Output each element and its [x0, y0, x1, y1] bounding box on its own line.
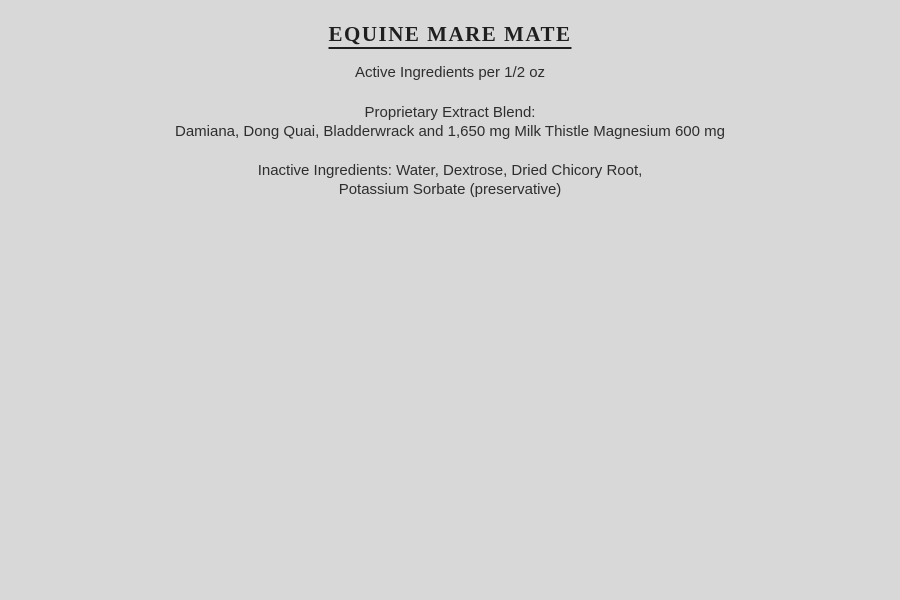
blend-ingredients-line: Damiana, Dong Quai, Bladderwrack and 1,650 mg Milk Thistle Magnesium 600 mg — [175, 123, 725, 141]
inactive-ingredients-line-2: Potassium Sorbate (preservative) — [338, 181, 562, 199]
inactive-ingredients-line-1: Inactive Ingredients: Water, Dextrose, Dried Chicory Root, — [257, 161, 643, 179]
product-title: EQUINE MARE MATE — [328, 22, 572, 46]
proprietary-blend-block — [0, 103, 900, 142]
inactive-ingredients-block — [0, 161, 900, 200]
blend-heading: Proprietary Extract Blend: — [364, 103, 536, 121]
serving-size-line: Active Ingredients per 1/2 oz — [354, 64, 546, 82]
